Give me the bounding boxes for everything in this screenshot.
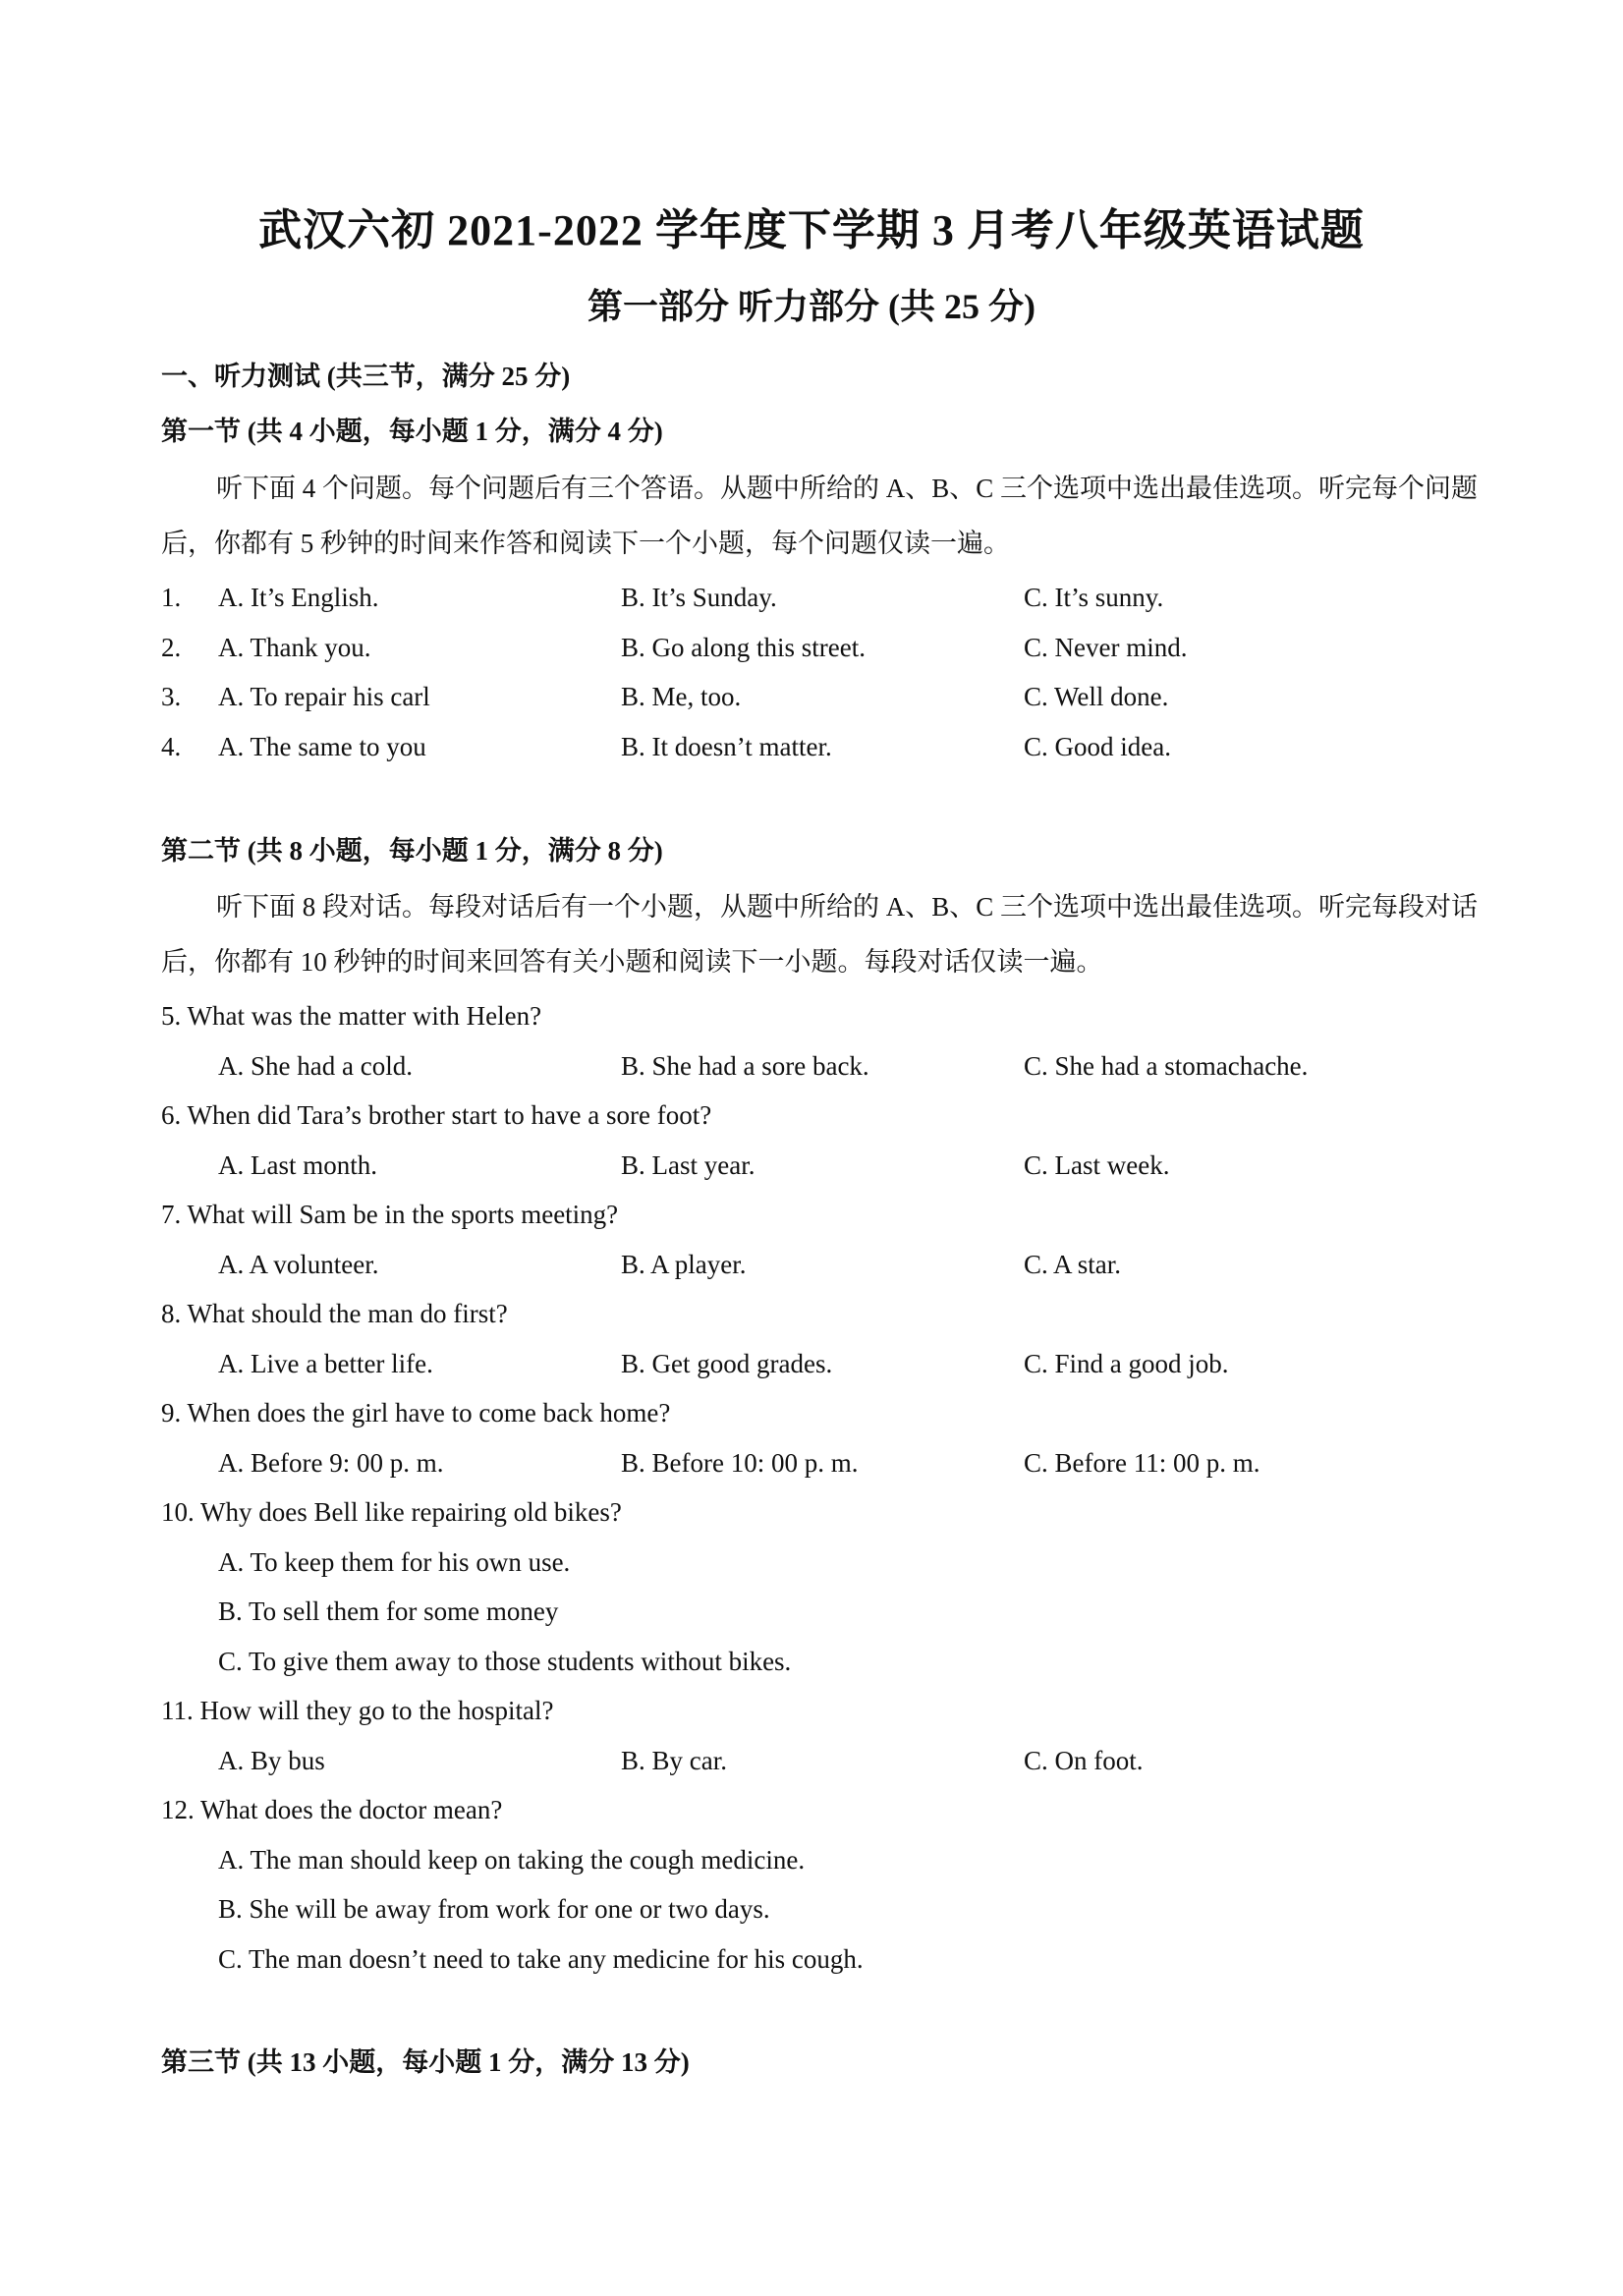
part1-heading: 一、听力测试 (共三节，满分 25 分) xyxy=(161,362,571,391)
question-stem: 11. How will they go to the hospital? xyxy=(161,1696,554,1725)
option-a: A. The same to you xyxy=(218,732,426,761)
question-stem: 8. What should the man do first? xyxy=(161,1299,508,1328)
section1-instructions: 听下面 4 个问题。每个问题后有三个答语。从题中所给的 A、B、C 三个选项中选出最佳选项。听完每个问题后，你都有 5 秒钟的时间来作答和阅读下一个小题，每个问题仅读一遍。 xyxy=(161,474,1479,558)
option-b: B. Me, too. xyxy=(621,682,742,711)
option-c: C. The man doesn’t need to take any medicine for his cough. xyxy=(218,1944,864,1974)
section2-instructions: 听下面 8 段对话。每段对话后有一个小题，从题中所给的 A、B、C 三个选项中选出最佳选项。听完每段对话后，你都有 10 秒钟的时间来回答有关小题和阅读下一小题。每段对话仅读一遍。 xyxy=(161,892,1479,977)
options-row xyxy=(161,1347,1478,1380)
option-c: C. Last week. xyxy=(1024,1150,1170,1180)
option-c: C. Before 11: 00 p. m. xyxy=(1024,1448,1260,1478)
question-number: 4. xyxy=(161,732,182,761)
option-c: C. A star. xyxy=(1024,1250,1122,1279)
question-number: 2. xyxy=(161,633,182,662)
option-a: A. To repair his carl xyxy=(218,682,430,711)
option-b: B. Get good grades. xyxy=(621,1349,833,1378)
option-a: A. A volunteer. xyxy=(218,1250,379,1279)
option-c: C. Good idea. xyxy=(1024,732,1171,761)
option-b: B. Last year. xyxy=(621,1150,756,1180)
options-row xyxy=(161,1744,1478,1777)
option-a: A. It’s English. xyxy=(218,583,379,612)
section2-heading: 第二节 (共 8 小题，每小题 1 分，满分 8 分) xyxy=(161,836,663,866)
section1-heading: 第一节 (共 4 小题，每小题 1 分，满分 4 分) xyxy=(161,417,663,446)
option-b: B. A player. xyxy=(621,1250,747,1279)
question-stem: 10. Why does Bell like repairing old bikes? xyxy=(161,1497,622,1527)
question-stem: 9. When does the girl have to come back home? xyxy=(161,1398,671,1428)
option-a: A. By bus xyxy=(218,1746,325,1775)
option-b: B. To sell them for some money xyxy=(218,1596,559,1626)
question-row xyxy=(161,730,1478,763)
option-a: A. Before 9: 00 p. m. xyxy=(218,1448,444,1478)
question-number: 3. xyxy=(161,682,182,711)
question-stem: 6. When did Tara’s brother start to have a sore foot? xyxy=(161,1100,712,1130)
option-a: A. She had a cold. xyxy=(218,1051,413,1081)
options-row xyxy=(161,1049,1478,1083)
exam-title: 武汉六初 2021-2022 学年度下学期 3 月考八年级英语试题 xyxy=(258,206,1365,254)
option-b: B. Before 10: 00 p. m. xyxy=(621,1448,859,1478)
options-row xyxy=(161,1148,1478,1182)
option-b: B. She will be away from work for one or two days. xyxy=(218,1894,770,1924)
question-row xyxy=(161,631,1478,664)
question-row xyxy=(161,581,1478,614)
question-stem: 5. What was the matter with Helen? xyxy=(161,1001,542,1031)
option-c: C. On foot. xyxy=(1024,1746,1144,1775)
option-a: A. Last month. xyxy=(218,1150,377,1180)
option-c: C. To give them away to those students without bikes. xyxy=(218,1647,792,1676)
option-c: C. Well done. xyxy=(1024,682,1169,711)
option-c: C. It’s sunny. xyxy=(1024,583,1164,612)
options-row xyxy=(161,1446,1478,1480)
part-subtitle: 第一部分 听力部分 (共 25 分) xyxy=(588,287,1035,326)
option-a: A. Live a better life. xyxy=(218,1349,433,1378)
option-c: C. She had a stomachache. xyxy=(1024,1051,1309,1081)
question-number: 1. xyxy=(161,583,182,612)
option-c: C. Find a good job. xyxy=(1024,1349,1229,1378)
option-b: B. By car. xyxy=(621,1746,727,1775)
options-row xyxy=(161,1248,1478,1281)
option-b: B. She had a sore back. xyxy=(621,1051,869,1081)
option-b: B. Go along this street. xyxy=(621,633,866,662)
question-stem: 7. What will Sam be in the sports meeting? xyxy=(161,1200,619,1229)
option-a: A. The man should keep on taking the cough medicine. xyxy=(218,1845,806,1875)
option-c: C. Never mind. xyxy=(1024,633,1188,662)
question-row xyxy=(161,680,1478,713)
question-stem: 12. What does the doctor mean? xyxy=(161,1795,503,1824)
option-b: B. It doesn’t matter. xyxy=(621,732,832,761)
option-b: B. It’s Sunday. xyxy=(621,583,777,612)
option-a: A. To keep them for his own use. xyxy=(218,1547,571,1577)
option-a: A. Thank you. xyxy=(218,633,371,662)
section3-heading: 第三节 (共 13 小题，每小题 1 分，满分 13 分) xyxy=(161,2047,690,2077)
